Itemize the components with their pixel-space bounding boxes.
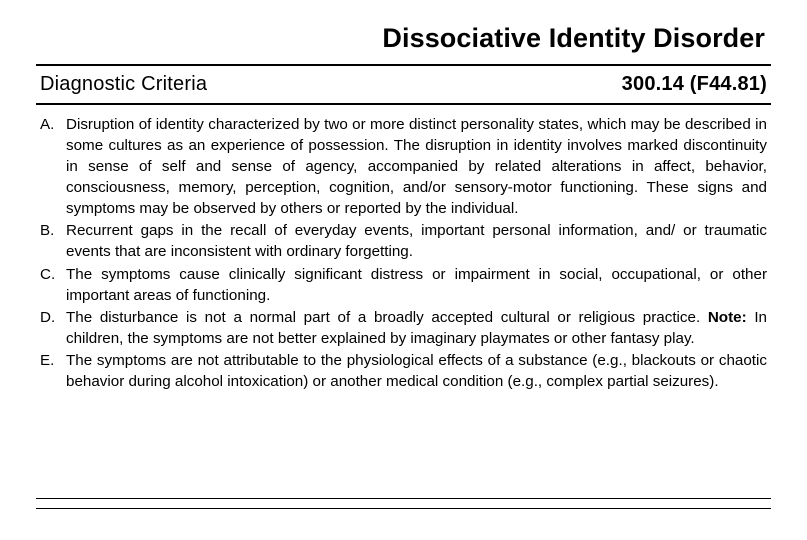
- footer-dividers: [36, 498, 771, 518]
- list-item: [40, 220, 767, 262]
- criterion-label: E.: [40, 352, 55, 370]
- criterion-text: The symptoms cause clinically significant distress or impairment in social, occupational, or other important areas of functioning.: [66, 265, 767, 304]
- note-label: Note:: [707, 308, 747, 326]
- section-heading: Diagnostic Criteria: [40, 72, 208, 95]
- criterion-label: D.: [40, 308, 56, 326]
- page-title: Dissociative Identity Disorder: [382, 23, 765, 53]
- list-item: [40, 264, 767, 306]
- list-item: [40, 350, 767, 392]
- section-header: [36, 66, 771, 103]
- criterion-label: A.: [40, 115, 55, 133]
- diagnostic-code: 300.14 (F44.81): [621, 72, 767, 95]
- criterion-label: C.: [40, 265, 56, 283]
- criterion-label: B.: [40, 222, 55, 240]
- list-item: [40, 307, 767, 349]
- criterion-text: The symptoms are not attributable to the physiological effects of a substance (e.g., blackouts or chaotic behavior during alcohol intoxication) or another medical condition (e.g., complex partial seizures).: [66, 352, 767, 391]
- criterion-text-after-note: In children, the symptoms are not better explained by imaginary playmates or other fantasy play.: [66, 308, 767, 347]
- footer-divider-bottom: [36, 508, 771, 509]
- criterion-text-before-note: The disturbance is not a normal part of a broadly accepted cultural or religious practice.: [66, 308, 708, 326]
- list-item: [40, 114, 767, 220]
- criteria-list: [36, 105, 771, 393]
- footer-divider-top: [36, 498, 771, 499]
- criterion-text: Disruption of identity characterized by two or more distinct personality states, which may be described in some cultures as an experience of possession. The disruption in identity involves marked discontinuity in sense of self and sense of agency, accompanied by related alterations in affect, behavior, consciousness, memory, perception, cognition, and/or sensory-motor functioning. These signs and symptoms may be observed by others or reported by the individual.: [66, 115, 767, 218]
- criterion-text: [66, 307, 767, 349]
- criterion-text: Recurrent gaps in the recall of everyday events, important personal information, and/ or traumatic events that are inconsistent with ordinary forgetting.: [66, 222, 767, 261]
